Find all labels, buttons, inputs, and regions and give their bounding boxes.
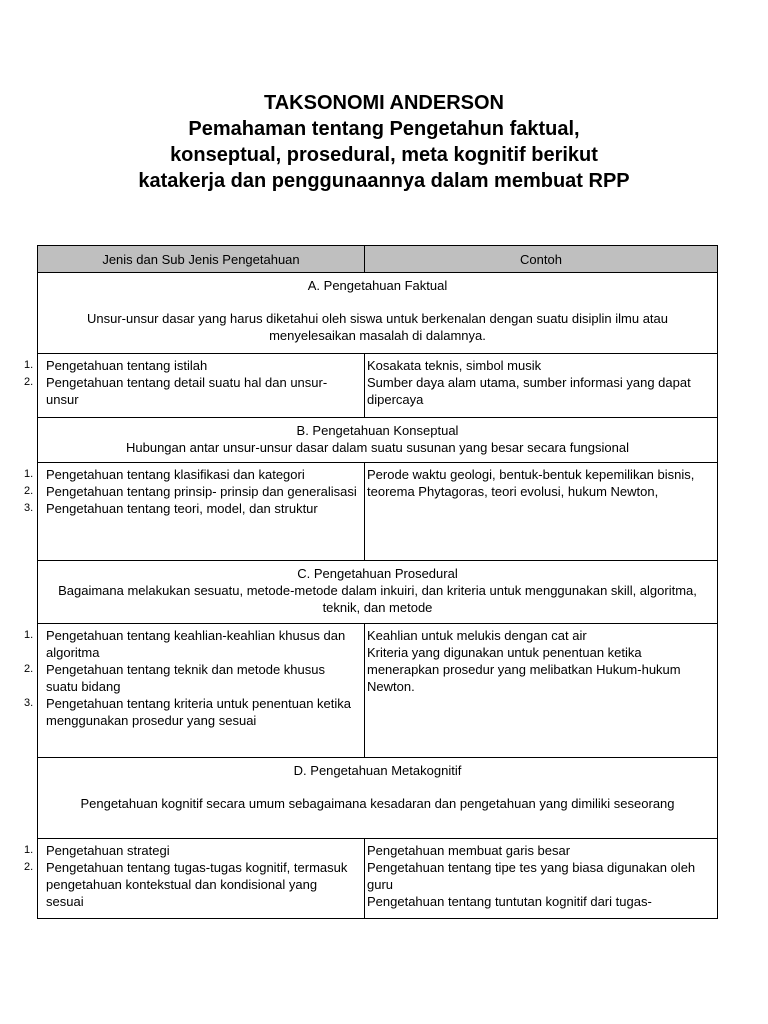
section-a-items-row	[38, 354, 718, 418]
section-c-description: Bagaimana melakukan sesuatu, metode-metode dalam inkuiri, dan kriteria untuk menggunakan skill, algoritma, teknik, dan metode	[58, 583, 697, 615]
section-d-items-row	[38, 839, 718, 919]
section-d-row	[38, 758, 718, 839]
list-text: Pengetahuan tentang prinsip- prinsip dan generalisasi	[46, 484, 357, 499]
section-b-items	[24, 463, 365, 561]
title-line-3: konseptual, prosedural, meta kognitif berikut	[170, 144, 598, 166]
list-number: 2.	[24, 663, 34, 675]
list-item	[24, 661, 358, 695]
list-number: 3.	[24, 697, 34, 709]
example-line: Kosakata teknis, simbol musik	[367, 358, 542, 373]
list-text: Pengetahuan tentang istilah	[46, 358, 208, 373]
example-line: Pengetahuan tentang tipe tes yang biasa digunakan oleh guru	[367, 860, 696, 892]
section-c-heading: C. Pengetahuan Prosedural	[297, 566, 458, 581]
list-number: 1.	[24, 468, 34, 480]
list-number: 2.	[24, 376, 34, 388]
example-line: Kriteria yang digunakan untuk penentuan ketika menerapkan prosedur yang melibatkan Hukum-hukum Newton.	[367, 645, 681, 694]
section-d-description: Pengetahuan kognitif secara umum sebagaimana kesadaran dan pengetahuan yang dimiliki seseorang	[80, 796, 675, 811]
section-c-examples	[365, 624, 718, 758]
section-c-items	[24, 624, 365, 758]
section-b-cell	[38, 418, 718, 463]
list-item	[24, 483, 358, 500]
list-text: Pengetahuan tentang detail suatu hal dan unsur-unsur	[46, 375, 328, 407]
list-number: 2.	[24, 485, 34, 497]
example-line: Keahlian untuk melukis dengan cat air	[367, 628, 587, 643]
section-c-cell	[38, 561, 718, 624]
section-d-heading: D. Pengetahuan Metakognitif	[293, 763, 462, 778]
section-a-heading: A. Pengetahuan Faktual	[307, 278, 448, 293]
list-item	[24, 695, 358, 729]
list-number: 3.	[24, 502, 34, 514]
example-line: Pengetahuan membuat garis besar	[367, 843, 571, 858]
list-text: Pengetahuan tentang keahlian-keahlian khusus dan algoritma	[46, 628, 346, 660]
header-knowledge-type: Jenis dan Sub Jenis Pengetahuan	[38, 246, 365, 273]
list-item	[24, 500, 358, 517]
section-b-examples	[365, 463, 718, 561]
section-a-row	[38, 273, 718, 354]
example-line: Sumber daya alam utama, sumber informasi yang dapat dipercaya	[367, 375, 691, 407]
list-text: Pengetahuan tentang teknik dan metode khusus suatu bidang	[46, 662, 325, 694]
taxonomy-table	[24, 245, 718, 919]
list-number: 1.	[24, 359, 34, 371]
list-text: Pengetahuan tentang tugas-tugas kognitif, termasuk pengetahuan kontekstual dan kondisional yang sesuai	[46, 860, 348, 909]
section-d-items	[24, 839, 365, 919]
title-line-2: Pemahaman tentang Pengetahun faktual,	[188, 118, 580, 140]
section-d-examples	[365, 839, 718, 919]
section-c-row	[38, 561, 718, 624]
list-number: 1.	[24, 844, 34, 856]
list-text: Pengetahuan strategi	[46, 843, 170, 858]
list-item	[24, 357, 358, 374]
section-b-row	[38, 418, 718, 463]
table-header-row	[38, 246, 718, 273]
list-item	[24, 859, 358, 910]
section-a-cell	[38, 273, 718, 354]
list-text: Pengetahuan tentang teori, model, dan struktur	[46, 501, 318, 516]
title-line-1: TAKSONOMI ANDERSON	[264, 92, 504, 114]
title-line-4: katakerja dan penggunaannya dalam membuat RPP	[138, 170, 630, 192]
list-text: Pengetahuan tentang kriteria untuk penentuan ketika menggunakan prosedur yang sesuai	[46, 696, 352, 728]
section-d-cell	[38, 758, 718, 839]
header-example: Contoh	[365, 246, 718, 273]
section-c-items-row	[38, 624, 718, 758]
list-item	[24, 466, 358, 483]
section-a-items	[24, 354, 365, 418]
document-title	[0, 90, 768, 194]
list-text: Pengetahuan tentang klasifikasi dan kategori	[46, 467, 305, 482]
section-b-description: Hubungan antar unsur-unsur dasar dalam suatu susunan yang besar secara fungsional	[126, 440, 629, 455]
list-item	[24, 627, 358, 661]
list-item	[24, 374, 358, 408]
list-item	[24, 842, 358, 859]
section-a-examples	[365, 354, 718, 418]
list-number: 2.	[24, 861, 34, 873]
section-b-items-row	[38, 463, 718, 561]
list-number: 1.	[24, 629, 34, 641]
example-line: Pengetahuan tentang tuntutan kognitif dari tugas-	[367, 894, 652, 909]
section-a-description: Unsur-unsur dasar yang harus diketahui oleh siswa untuk berkenalan dengan suatu disiplin ilmu atau menyelesaikan masalah di dalamnya.	[86, 311, 669, 343]
example-line: Perode waktu geologi, bentuk-bentuk kepemilikan bisnis, teorema Phytagoras, teori evolusi, hukum Newton,	[367, 467, 695, 499]
section-b-heading: B. Pengetahuan Konseptual	[296, 423, 459, 438]
